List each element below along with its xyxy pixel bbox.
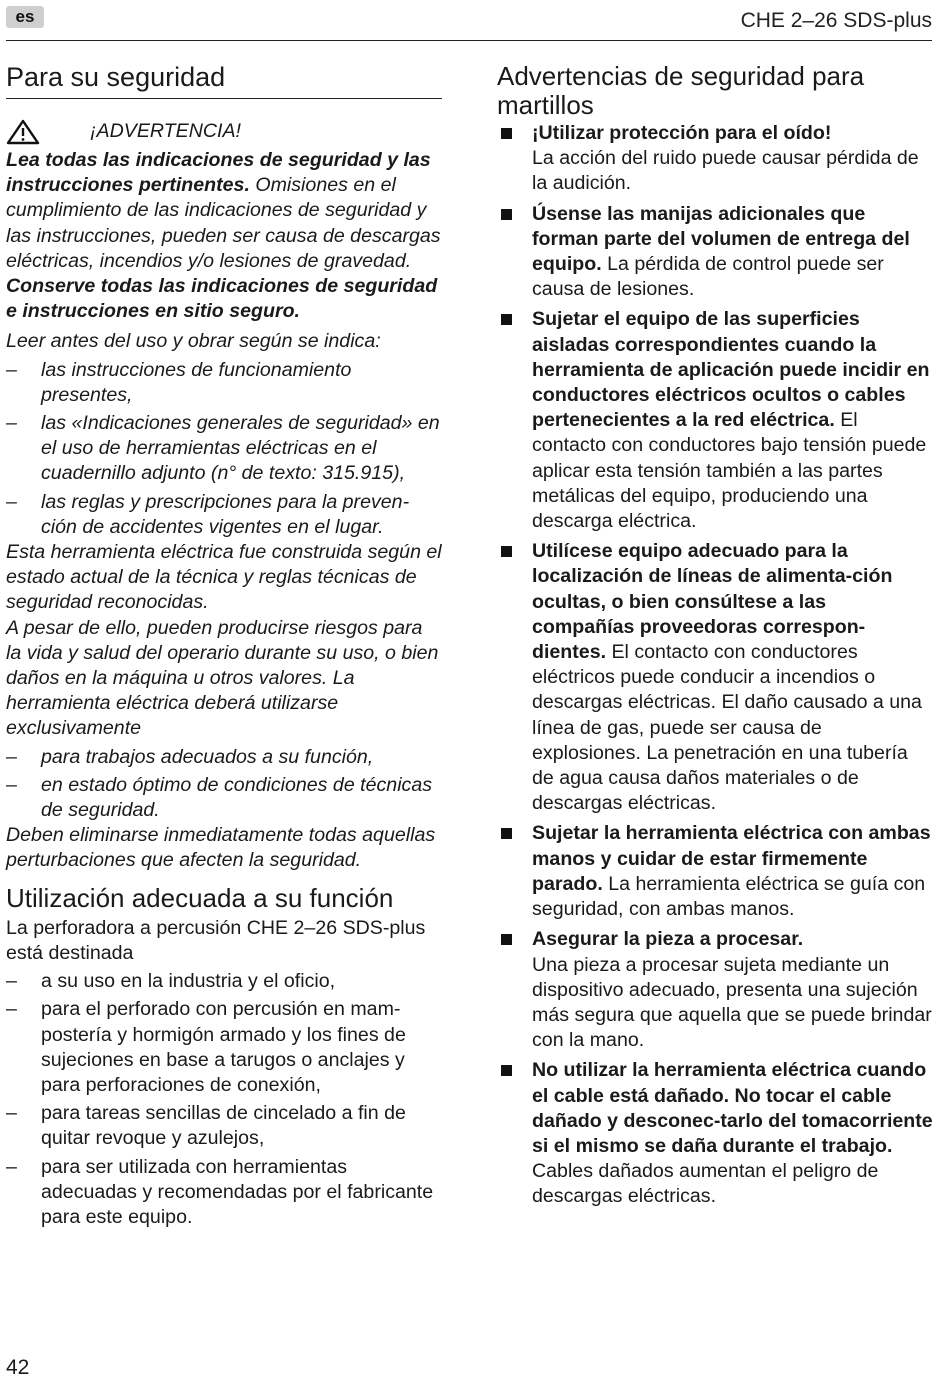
list-item (497, 202, 933, 303)
warning-line (6, 119, 442, 145)
item-bold: Asegurar la pieza a procesar. (532, 928, 804, 951)
warning-triangle-icon (6, 119, 40, 145)
left-column (6, 62, 442, 1230)
list-item (497, 539, 933, 816)
intro-rest: Omisiones en el cumplimiento de las indicaciones de seguridad y las instrucciones, pueden ser causa de descargas eléctricas, incendios y/o lesiones de gravedad. (6, 174, 441, 272)
document-model: CHE 2–26 SDS-plus (740, 9, 932, 32)
list-item: – en estado óptimo de condiciones de técnicas de seguridad. (6, 773, 442, 823)
list-item: – a su uso en la industria y el oficio, (6, 969, 442, 994)
item-bold: Utilícese equipo adecuado para la localización de líneas de alimenta-ción ocultas, o bien consúltese a las compañías proveedoras correspon-dientes. (532, 540, 893, 664)
list-item: – las instrucciones de funcionamiento presentes, (6, 358, 442, 408)
list-item (497, 1058, 933, 1209)
read-before: Leer antes del uso y obrar según se indica: (6, 330, 381, 353)
item-text: La acción del ruido puede causar pérdida de la audición. (532, 147, 919, 195)
safety-title: Para su seguridad (6, 62, 442, 99)
page-number: 42 (6, 1356, 30, 1379)
right-column (497, 62, 933, 1215)
item-bold: Sujetar la herramienta eléctrica con ambas manos y cuidar de estar firmemente parado. (532, 822, 931, 895)
item-bold: Sujetar el equipo de las superficies aisladas correspondientes cuando la herramienta de aplicación puede incidir en conductores eléctricos ocultos o cables pertenecientes a la red eléctrica. (532, 308, 930, 432)
list-item (497, 307, 933, 534)
keep-bold: Conserve todas las indicaciones de seguridad e instrucciones en sitio seguro. (6, 275, 438, 323)
list-item: – para ser utilizada con herramientas adecuadas y recomendadas por el fabricante para este equipo. (6, 1155, 442, 1231)
list-item (497, 121, 933, 197)
para-eliminate: Deben eliminarse inmediatamente todas aquellas perturbaciones que afecten la seguridad. (6, 824, 436, 872)
list-item: – para tareas sencillas de cincelado a fin de quitar revoque y azulejos, (6, 1101, 442, 1151)
item-bold: ¡Utilizar protección para el oído! (532, 122, 832, 144)
para-built: Esta herramienta eléctrica fue construida según el estado actual de la técnica y reglas técnicas de seguridad reconocidas. (6, 541, 442, 614)
header-rule (6, 40, 932, 41)
intended-use-intro: La perforadora a percusión CHE 2–26 SDS-plus está destinada (6, 916, 426, 964)
item-bold: No utilizar la herramienta eléctrica cuando el cable está dañado. No tocar el cable dañado y desconec-tarlo del tomacorriente si el mismo se daña durante el trabajo. (532, 1059, 933, 1157)
warning-label: ¡ADVERTENCIA! (90, 120, 241, 143)
hammer-warnings-title: Advertencias de seguridad para martillos (497, 61, 865, 120)
item-text: Cables dañados aumentan el peligro de descargas eléctricas. (532, 1160, 879, 1208)
item-text: Una pieza a procesar sujeta mediante un dispositivo adecuado, presenta una sujeción más segura que aquella que se puede brindar con la mano. (532, 953, 932, 1052)
list-item (497, 821, 933, 922)
item-text: El contacto con conductores bajo tensión puede aplicar esta tensión también a las partes metálicas del equipo, produciendo una descarga eléctrica. (532, 409, 927, 533)
language-badge: es (6, 6, 44, 28)
list-item (497, 927, 933, 1053)
intro-bold: Lea todas las indicaciones de seguridad y las instrucciones pertinentes. (6, 149, 431, 197)
list-item: – las «Indicaciones generales de seguridad» en el uso de herramientas eléctricas en el cuadernillo adjunto (n° de texto: 315.915), (6, 411, 442, 487)
list-item: – para trabajos adecuados a su función, (6, 745, 442, 770)
list-item: – para el perforado con percusión en mam-postería y hormigón armado y los fines de sujeciones en base a tarugos o anclajes y para perforaciones de conexión, (6, 997, 442, 1098)
item-bold: Úsense las manijas adicionales que forman parte del volumen de entrega del equipo. (532, 202, 910, 276)
list-item: – las reglas y prescripciones para la preven-ción de accidentes vigentes en el lugar. (6, 490, 442, 540)
intended-use-title: Utilización adecuada a su función (6, 882, 394, 913)
item-text: La pérdida de control puede ser causa de lesiones. (532, 253, 884, 301)
para-risks: A pesar de ello, pueden producirse riesgos para la vida y salud del operario durante su uso, o bien daños en la máquina u otros valores. La herramienta eléctrica deberá utilizarse exclusivamente (6, 616, 439, 740)
item-text: El contacto con conductores eléctricos puede conducir a incendios o descargas eléctricas. El daño causado a una línea de gas, puede ser causa de explosiones. La penetración en una tubería de agua causa daños materiales o de descargas eléctricas. (532, 641, 922, 815)
item-text: La herramienta eléctrica se guía con seguridad, con ambas manos. (532, 872, 926, 921)
safety-intro (6, 148, 442, 324)
